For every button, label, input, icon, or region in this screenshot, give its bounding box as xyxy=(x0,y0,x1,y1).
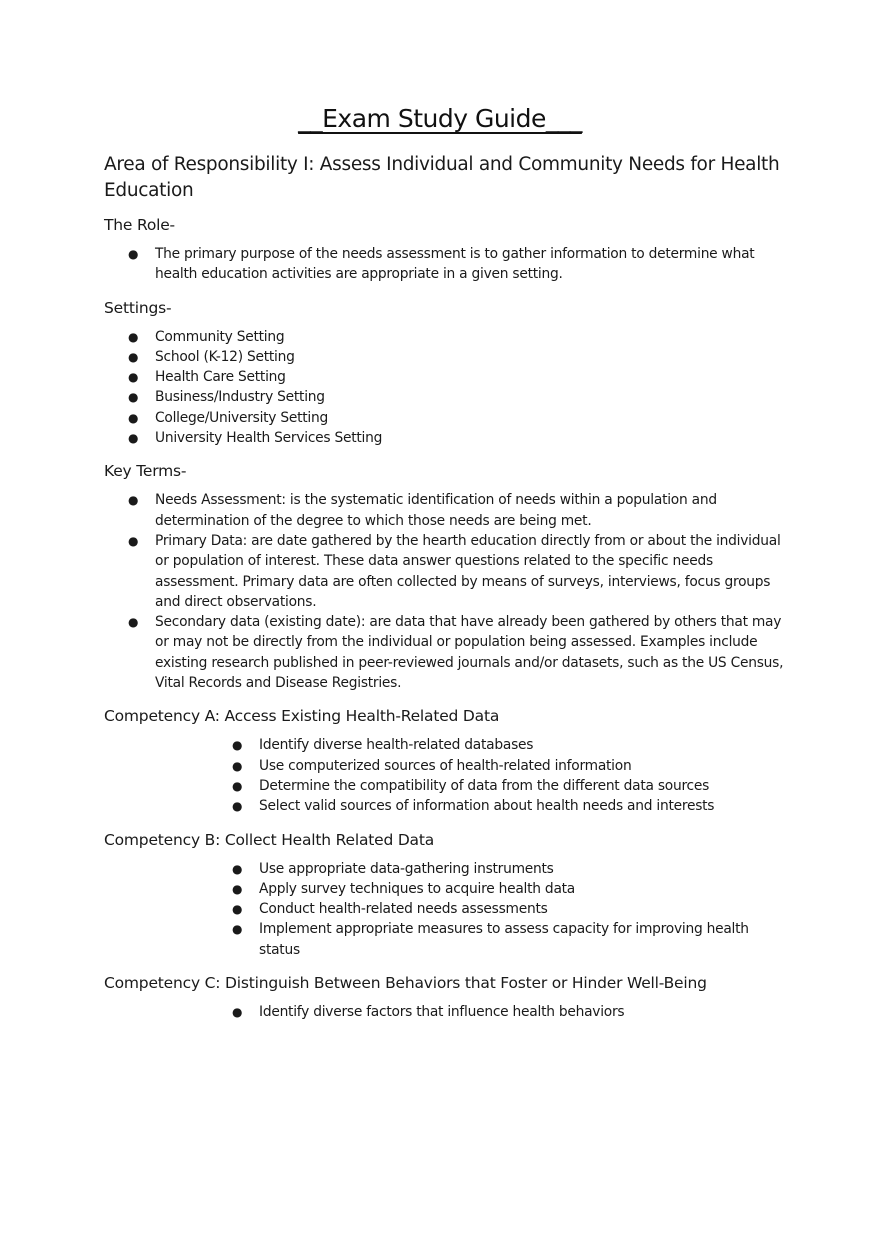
bullet-icon: ● xyxy=(128,247,139,261)
bullet-icon: ● xyxy=(232,799,243,814)
list-item xyxy=(104,735,784,755)
list-item xyxy=(104,879,784,899)
list-item xyxy=(104,408,784,428)
list-item xyxy=(104,859,784,879)
list-item-text: Identify diverse health-related databases xyxy=(259,737,534,754)
competency-b-list xyxy=(104,859,784,960)
settings-label: Settings- xyxy=(104,298,172,317)
role-list xyxy=(104,244,784,285)
bullet-icon: ● xyxy=(128,533,139,548)
competency-b-heading: Competency B: Collect Health Related Data xyxy=(104,830,435,849)
list-item xyxy=(104,327,784,347)
list-item-text: Primary Data: are date gathered by the hearth education directly from or about the individual or population of interest. These data answer questions related to the specific needs assessment. Primary data are often collected by means of surveys, interviews, focus groups and direct observations. xyxy=(155,532,781,610)
list-item xyxy=(104,899,784,919)
list-item xyxy=(104,919,784,960)
list-item-text: The primary purpose of the needs assessment is to gather information to determine what health education activities are appropriate in a given setting. xyxy=(155,246,755,283)
page-title-text: __Exam Study Guide___ xyxy=(298,104,582,133)
key-terms-label: Key Terms- xyxy=(104,462,187,481)
role-label: The Role- xyxy=(104,216,175,234)
list-item xyxy=(104,796,784,816)
bullet-icon: ● xyxy=(232,902,243,917)
list-item xyxy=(104,490,784,531)
list-item-text: Apply survey techniques to acquire health data xyxy=(259,880,576,897)
competency-a-list xyxy=(104,735,784,816)
bullet-icon: ● xyxy=(128,410,139,425)
list-item-text: Implement appropriate measures to assess capacity for improving health status xyxy=(259,921,749,958)
list-item xyxy=(104,612,784,693)
key-terms-list xyxy=(104,490,784,693)
list-item xyxy=(104,531,784,612)
list-item-text: Determine the compatibility of data from the different data sources xyxy=(259,777,710,794)
bullet-icon: ● xyxy=(232,922,243,937)
bullet-icon: ● xyxy=(232,778,243,793)
list-item-text: University Health Services Setting xyxy=(155,430,383,447)
bullet-icon: ● xyxy=(232,881,243,896)
list-item-text: Community Setting xyxy=(155,328,285,345)
list-item xyxy=(104,244,784,285)
list-item-text: Identify diverse factors that influence health behaviors xyxy=(259,1004,625,1021)
competency-a-heading: Competency A: Access Existing Health-Related Data xyxy=(104,707,500,726)
bullet-icon: ● xyxy=(128,370,139,385)
bullet-icon: ● xyxy=(232,861,243,876)
list-item-text: Use computerized sources of health-related information xyxy=(259,757,632,774)
list-item-text: Select valid sources of information about health needs and interests xyxy=(259,798,715,815)
list-item-text: Use appropriate data-gathering instruments xyxy=(259,860,554,877)
page-title xyxy=(0,104,880,133)
list-item-text: Business/Industry Setting xyxy=(155,389,325,406)
list-item-text: Secondary data (existing date): are data that have already been gathered by others that may or may not be directly from the individual or population being assessed. Examples include existing research published in peer-reviewed journals and/or datasets, such as the US Census, Vital Records and Disease Registries. xyxy=(155,614,784,692)
bullet-icon: ● xyxy=(232,1005,243,1020)
list-item-text: Needs Assessment: is the systematic identification of needs within a population and determination of the degree to which those needs are being met. xyxy=(155,492,717,529)
competency-c-heading: Competency C: Distinguish Between Behaviors that Foster or Hinder Well-Being xyxy=(104,974,707,993)
bullet-icon: ● xyxy=(232,758,243,773)
bullet-icon: ● xyxy=(128,349,139,364)
list-item xyxy=(104,428,784,448)
list-item-text: Health Care Setting xyxy=(155,369,286,386)
bullet-icon: ● xyxy=(232,738,243,753)
list-item-text: School (K-12) Setting xyxy=(155,348,295,365)
area-heading: Area of Responsibility I: Assess Individual and Community Needs for Health Education xyxy=(104,154,780,201)
list-item-text: Conduct health-related needs assessments xyxy=(259,901,548,918)
list-item xyxy=(104,1002,784,1022)
bullet-icon: ● xyxy=(128,493,139,508)
list-item xyxy=(104,347,784,367)
list-item xyxy=(104,756,784,776)
bullet-icon: ● xyxy=(128,431,139,446)
list-item xyxy=(104,367,784,387)
competency-c-list xyxy=(104,1002,784,1022)
list-item-text: College/University Setting xyxy=(155,409,329,426)
bullet-icon: ● xyxy=(128,615,139,630)
bullet-icon: ● xyxy=(128,390,139,405)
list-item xyxy=(104,387,784,407)
bullet-icon: ● xyxy=(128,329,139,344)
list-item xyxy=(104,776,784,796)
document-body xyxy=(104,152,784,1034)
settings-list xyxy=(104,327,784,449)
